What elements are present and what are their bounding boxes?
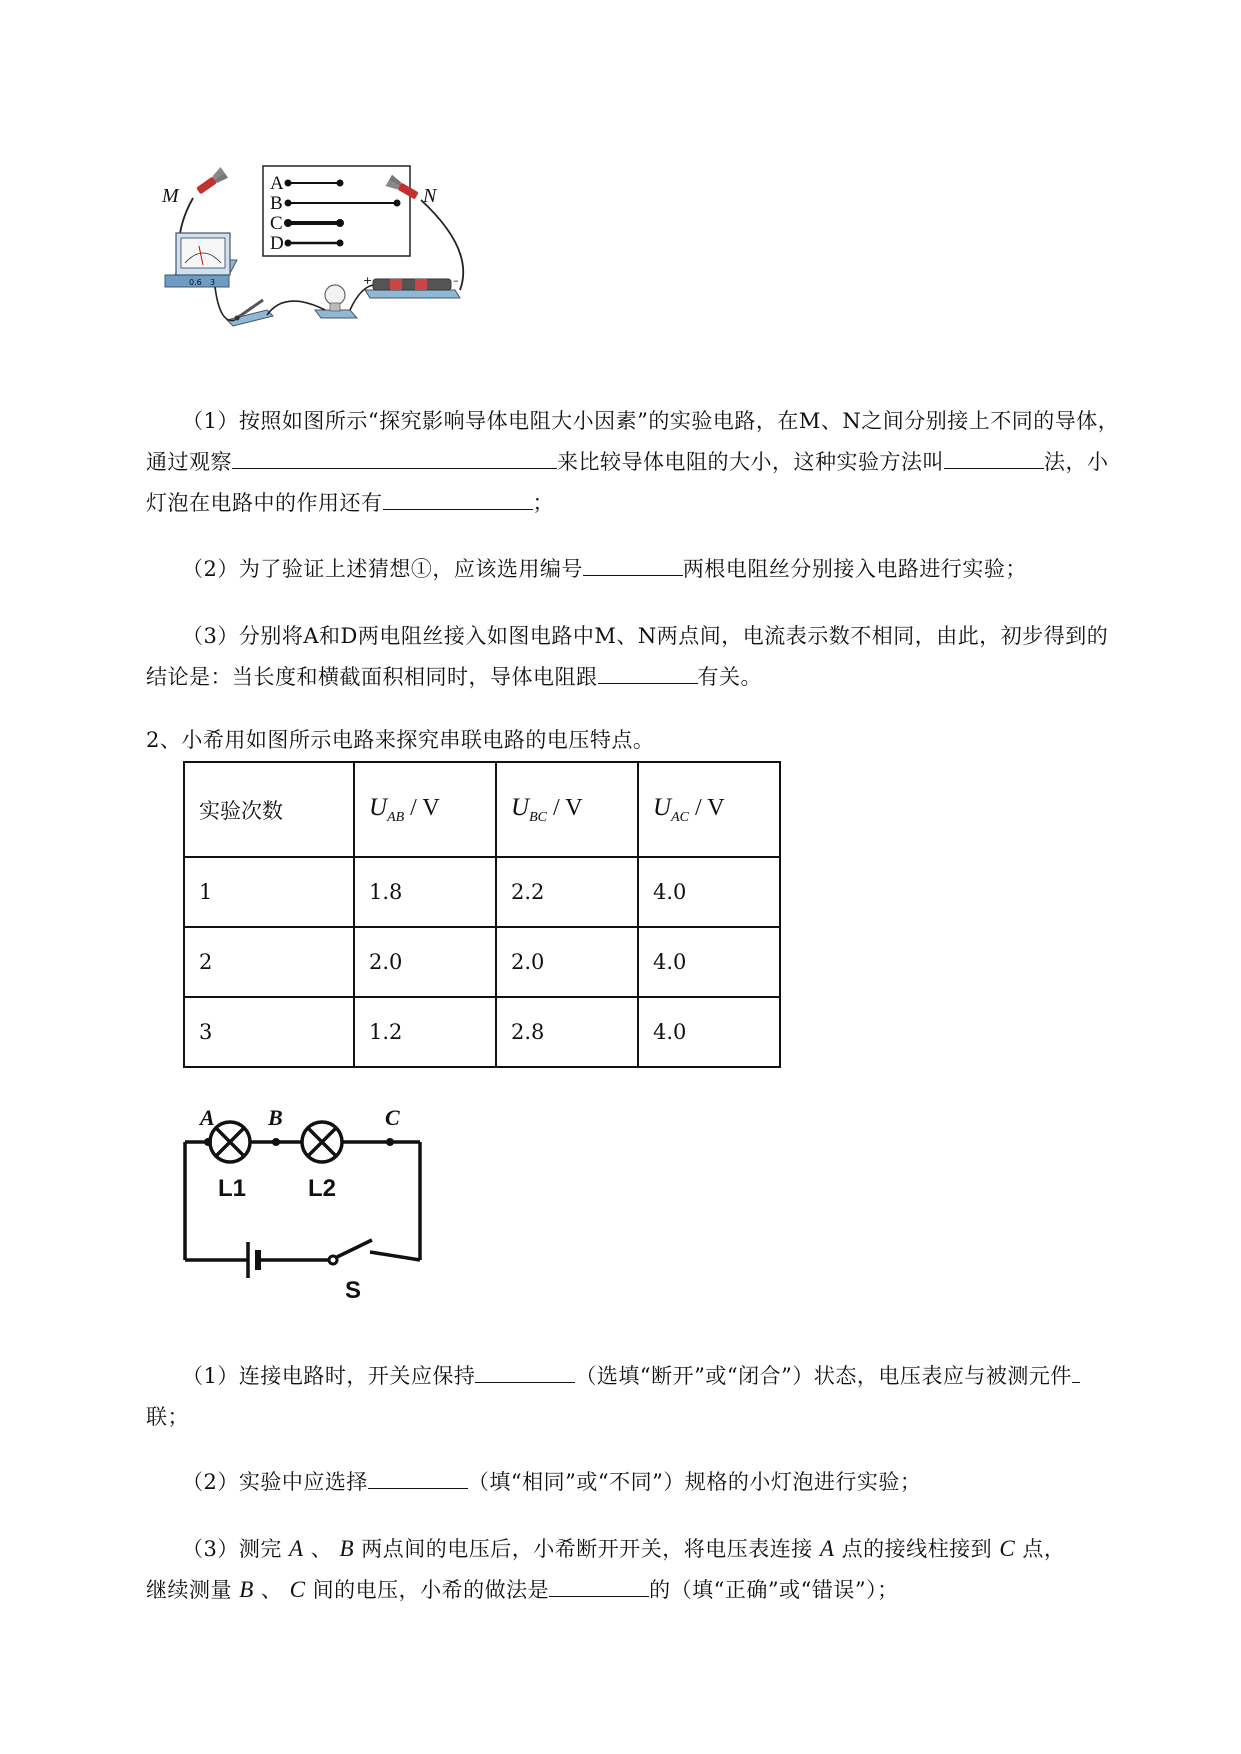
answer-blank-method[interactable] (944, 444, 1044, 469)
lamp-l1-symbol (210, 1122, 250, 1162)
table-cell: 3 (184, 997, 354, 1067)
answer-blank-correctness[interactable] (549, 1572, 649, 1597)
wire-label-b: B (270, 193, 283, 214)
table-cell: 2.2 (496, 857, 638, 927)
answer-blank-bulb-role[interactable] (383, 485, 533, 510)
switch-symbol (329, 1240, 372, 1264)
switch-label: S (345, 1277, 362, 1304)
lamp-l2-symbol (302, 1122, 342, 1162)
clip-label-m: M (162, 185, 179, 207)
answer-blank-wire-ids[interactable] (583, 551, 683, 576)
q2-paragraph-1 (146, 1356, 1156, 1397)
table-cell: 1.2 (354, 997, 496, 1067)
point-b-label: B (268, 1105, 283, 1130)
ammeter (165, 233, 237, 287)
clip-label-n: N (423, 185, 437, 207)
point-a-dot (204, 1138, 212, 1146)
header-u-ab: $U_{AB}$ / V (354, 762, 496, 857)
table-cell: 1 (184, 857, 354, 927)
q2-paragraph-1-cont: 联； (146, 1405, 189, 1429)
table-cell: 4.0 (638, 857, 780, 927)
q1-p1-b-pre: 通过观察 (146, 450, 232, 474)
q2-title: 2、小希用如图所示电路来探究串联电路的电压特点。 (146, 728, 655, 752)
wire-switch-to-bulb (267, 301, 325, 315)
wire-label-d: D (270, 233, 284, 254)
q2-paragraph-3: （3）测完 A 、 B 两点间的电压后，小希断开开关，将电压表连接 A 点的接线柱接到 C 点， (182, 1536, 1066, 1561)
q2-paragraph-3-cont: 继续测量 B 、 C 间的电压，小希的做法是 的（填“正确”或“错误”）； (146, 1569, 1156, 1611)
wire-meter-to-switch (215, 287, 235, 321)
lamp-l1-label: L1 (218, 1175, 247, 1202)
q2-p1-post: （选填“断开”或“闭合”）状态，电压表应与被测元件 (575, 1364, 1072, 1388)
q1-paragraph-1-cont (146, 442, 1156, 524)
q2-p1-pre: （1）连接电路时，开关应保持 (182, 1364, 476, 1388)
point-b-dot (272, 1138, 280, 1146)
table-cell: 1.8 (354, 857, 496, 927)
q1-p3-a: （3）分别将A和D两电阻丝接入如图电路中M、N两点间，电流表示数不相同，由此，初步得到的 (182, 624, 1109, 648)
table-row (184, 927, 780, 997)
ammeter-terminal-06: 0.6 (189, 278, 202, 287)
answer-blank-factor[interactable] (598, 659, 698, 684)
voltage-data-table (183, 761, 781, 1068)
answer-blank-connection[interactable] (1072, 1358, 1080, 1383)
header-u-bc: $U_{BC}$ / V (496, 762, 638, 857)
point-c-dot (386, 1138, 394, 1146)
knife-switch (227, 300, 273, 326)
q1-p3-b-pre: 结论是：当长度和横截面积相同时，导体电阻跟 (146, 665, 598, 689)
table-cell: 4.0 (638, 997, 780, 1067)
q2-p2-pre: （2）实验中应选择 (182, 1470, 368, 1494)
alligator-clip-m (194, 167, 228, 196)
q1-paragraph-3-cont (146, 657, 1156, 698)
q1-paragraph-1 (146, 401, 1156, 442)
table-cell: 2.0 (496, 927, 638, 997)
battery-plus-sign: + (363, 274, 373, 287)
q1-paragraph-3 (146, 616, 1156, 657)
table-row (184, 857, 780, 927)
q1-p1-c-post: ； (532, 491, 554, 515)
answer-blank-bulb-spec[interactable] (368, 1464, 468, 1489)
q2-p2-post: （填“相同”或“不同”）规格的小灯泡进行实验； (467, 1470, 922, 1494)
header-u-ac: $U_{AC}$ / V (638, 762, 780, 857)
light-bulb (315, 285, 357, 318)
ammeter-terminal-3: 3 (210, 278, 216, 287)
q1-p3-b-post: 有关。 (697, 665, 762, 689)
q1-p2-post: 两根电阻丝分别接入电路进行实验； (682, 557, 1027, 581)
table-cell: 2 (184, 927, 354, 997)
table-row (184, 997, 780, 1067)
table-cell: 2.8 (496, 997, 638, 1067)
battery-symbol (248, 1242, 258, 1278)
wire-label-a: A (270, 173, 284, 194)
series-circuit-diagram (180, 1100, 430, 1304)
wire-label-c: C (270, 213, 283, 234)
lamp-l2-label: L2 (308, 1175, 337, 1202)
battery-holder (363, 274, 460, 298)
q1-p1-b-post: 法，小 (1044, 450, 1109, 474)
q1-p1-c-pre: 灯泡在电路中的作用还有 (146, 491, 383, 515)
battery-minus-sign: – (453, 274, 459, 287)
q1-p1-b-mid: 来比较导体电阻的大小，这种实验方法叫 (557, 450, 944, 474)
q1-p2-pre: （2）为了验证上述猜想①，应该选用编号 (182, 557, 583, 581)
resistance-experiment-figure (162, 160, 515, 365)
table-cell: 2.0 (354, 927, 496, 997)
q2-paragraph-2 (146, 1462, 1156, 1503)
point-c-label: C (385, 1105, 400, 1130)
q1-paragraph-2 (146, 549, 1156, 590)
answer-blank-observe[interactable] (232, 444, 557, 469)
point-a-label: A (200, 1105, 215, 1130)
table-header-row (184, 762, 780, 857)
q1-p1-line-a: （1）按照如图所示“探究影响导体电阻大小因素”的实验电路，在M、N之间分别接上不同的导体， (182, 409, 1120, 433)
table-cell: 4.0 (638, 927, 780, 997)
answer-blank-switch-state[interactable] (475, 1358, 575, 1383)
header-trial-number: 实验次数 (184, 762, 354, 857)
